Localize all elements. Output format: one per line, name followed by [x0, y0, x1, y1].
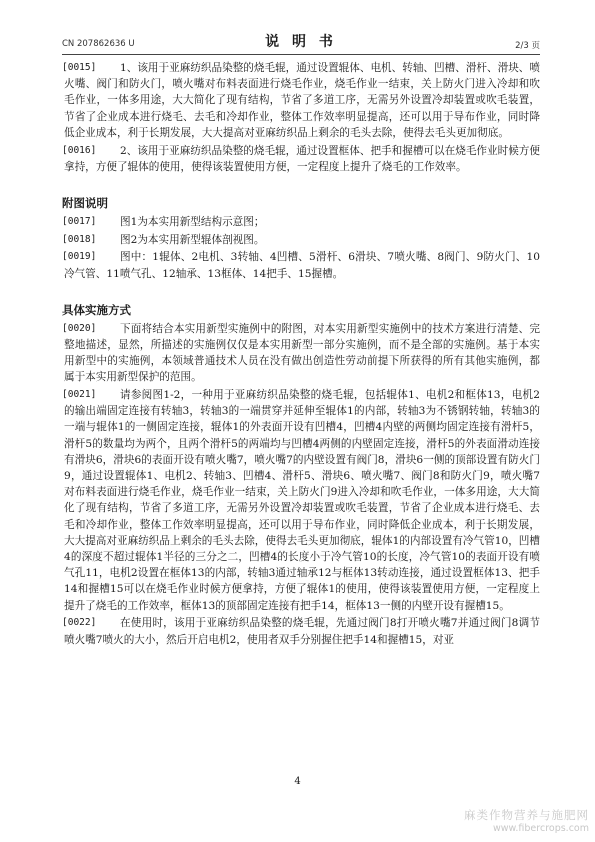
paragraph-0022 [62, 615, 540, 647]
paragraph-number: [0021] [62, 389, 97, 401]
document-body [62, 60, 540, 649]
page-header [62, 30, 540, 52]
paragraph-0018 [62, 232, 540, 248]
document-title: 说 明 书 [265, 34, 337, 50]
paragraph-0017 [62, 214, 540, 230]
paragraph-text: 图2为本实用新型辊体剖视图。 [120, 233, 265, 246]
watermark-site-name: 麻类作物营养与施肥网 [464, 808, 589, 822]
paragraph-text: 2、该用于亚麻纺织品染整的烧毛辊，通过设置框体、把手和握槽可以在烧毛作业时候方便拿持，方便了辊体的使用，使得该装置使用方便，一定程度上提升了烧毛的工作效率。 [64, 144, 540, 173]
section-heading-figures: 附图说明 [62, 195, 108, 210]
paragraph-0021 [62, 387, 540, 614]
paragraph-text: 1、该用于亚麻纺织品染整的烧毛辊，通过设置辊体、电机、转轴、凹槽、滑杆、滑块、喷火嘴、阀门和防火门，喷火嘴对布料表面进行烧毛作业，烧毛作业一结束，关上防火门进入冷却和吹毛作业，一体多用途，大大简化了现有结构，节省了多道工序，无需另外设置冷却装置或吹毛装置，节省了企业成本进行烧毛、去毛和冷却作业，整体工作效率明显提高，还可以用于导布作业，同时降低企业成本，利于长期发展，大大提高对亚麻纺织品上剩余的毛头去除，使得去毛头更加彻底。 [64, 62, 540, 139]
paragraph-number: [0019] [62, 251, 97, 263]
paragraph-number: [0017] [62, 215, 97, 227]
patent-number: CN 207862636 U [62, 39, 135, 49]
paragraph-0015 [62, 60, 540, 141]
paragraph-text: 在使用时，该用于亚麻纺织品染整的烧毛辊，先通过阀门8打开喷火嘴7并通过阀门8调节喷火嘴7喷火的大小，然后开启电机2，使用者双手分别握住把手14和握槽15，对亚 [64, 617, 540, 646]
watermark-url: www.fibercrops.com [492, 823, 589, 834]
paragraph-text: 图中：1辊体、2电机、3转轴、4凹槽、5滑杆、6滑块、7喷火嘴、8阀门、9防火门、10冷气管、11喷气孔、12轴承、13框体、14把手、15握槽。 [64, 251, 540, 280]
paragraph-number: [0016] [62, 144, 97, 156]
paragraph-0016 [62, 143, 540, 175]
page-number: 4 [294, 776, 301, 787]
paragraph-number: [0018] [62, 233, 97, 245]
paragraph-text: 图1为本实用新型结构示意图； [120, 215, 265, 228]
paragraph-number: [0020] [62, 322, 97, 334]
paragraph-0019 [62, 249, 540, 281]
paragraph-number: [0022] [62, 617, 97, 629]
paragraph-text: 下面将结合本实用新型实施例中的附图，对本实用新型实施例中的技术方案进行清楚、完整地描述，显然，所描述的实施例仅仅是本实用新型一部分实施例，而不是全部的实施例。基于本实用新型中的实施例，本领域普通技术人员在没有做出创造性劳动前提下所获得的所有其他实施例，都属于本实用新型保护的范围。 [64, 322, 540, 384]
paragraph-0020 [62, 321, 540, 386]
paragraph-text: 请参阅图1-2，一种用于亚麻纺织品染整的烧毛辊，包括辊体1、电机2和框体13，电机2的输出端固定连接有转轴3，转轴3的一端贯穿并延伸至辊体1的内部，转轴3为不锈钢转轴，转轴3的一端与辊体1的一侧固定连接，辊体1的外表面开设有凹槽4，凹槽4内壁的两侧均固定连接有滑杆5，滑杆5的数量均为两个，且两个滑杆5的两端均与凹槽4两侧的内壁固定连接，滑杆5的外表面滑动连接有滑块6，滑块6的表面开设有喷火嘴7，喷火嘴7的内壁设置有阀门8，滑块6一侧的顶部设置有防火门9，通过设置辊体1、电机2、转轴3、凹槽4、滑杆5、滑块6、喷火嘴7、阀门8和防火门9，喷火嘴7对布料表面进行烧毛作业，烧毛作业一结束，关上防火门9进入冷却和吹毛作业，一体多用途，大大简化了现有结构，节省了多道工序，无需另外设置冷却装置或吹毛装置，节省了企业成本进行烧毛、去毛和冷却作业，整体工作效率明显提高，还可以用于导布作业，同时降低企业成本，利于长期发展，大大提高对亚麻纺织品上剩余的毛头去除，使得去毛头更加彻底，辊体1的内部设置有冷气管10，凹槽4的深度不超过辊体1半径的三分之二，凹槽4的长度小于冷气管10的长度，冷气管10的表面开设有喷气孔11，电机2设置在框体13的内部，转轴3通过轴承12与框体13转动连接，通过设置框体13、把手14和握槽15可以在烧毛作业时候方便拿持，方便了辊体1的使用，使得该装置使用方便，一定程度上提升了烧毛的工作效率，框体13的顶部固定连接有把手14，框体13一侧的内壁开设有握槽15。 [64, 389, 540, 612]
header-divider [62, 54, 540, 55]
page-info: 2/3 页 [515, 41, 540, 51]
paragraph-number: [0015] [62, 62, 97, 73]
section-heading-embodiment: 具体实施方式 [62, 302, 131, 317]
watermark [464, 807, 589, 834]
